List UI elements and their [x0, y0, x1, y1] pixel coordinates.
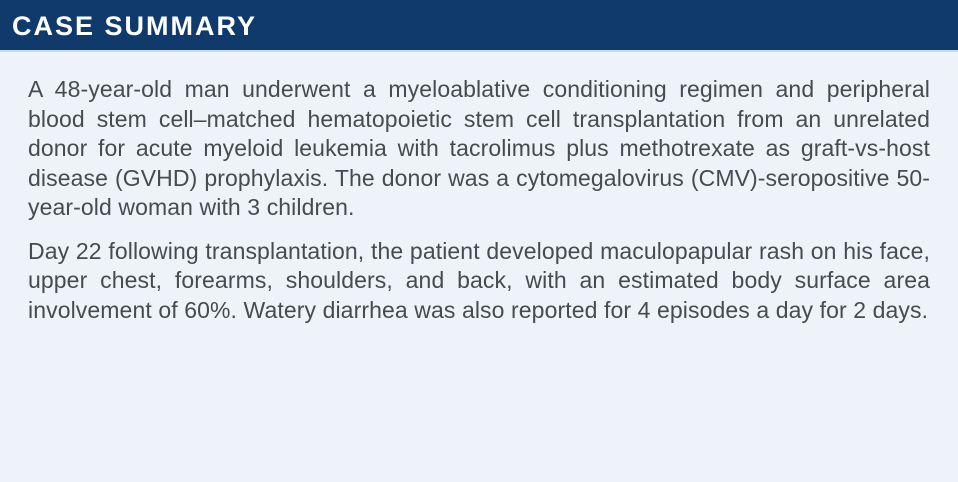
case-paragraph-presentation: Day 22 following transplantation, the patient developed maculopapular rash on his face, upper chest, forearms, shoulders, and back, with an estimated body surface area involvement of 60%. Watery diarrhea was also reported for 4 episodes a day for 2 days.: [28, 237, 930, 323]
case-summary-body: [28, 75, 930, 339]
case-summary-header: [0, 0, 958, 52]
case-summary-title: CASE SUMMARY: [12, 11, 258, 41]
case-paragraph-history: A 48-year-old man underwent a myeloablative conditioning regimen and peripheral blood stem cell–matched hematopoietic stem cell transplantation from an unrelated donor for acute myeloid leukemia with tacrolimus plus methotrexate as graft-vs-host disease (GVHD) prophylaxis. The donor was a cytomegalovirus (CMV)-seropositive 50-year-old woman with 3 children.: [28, 76, 930, 220]
